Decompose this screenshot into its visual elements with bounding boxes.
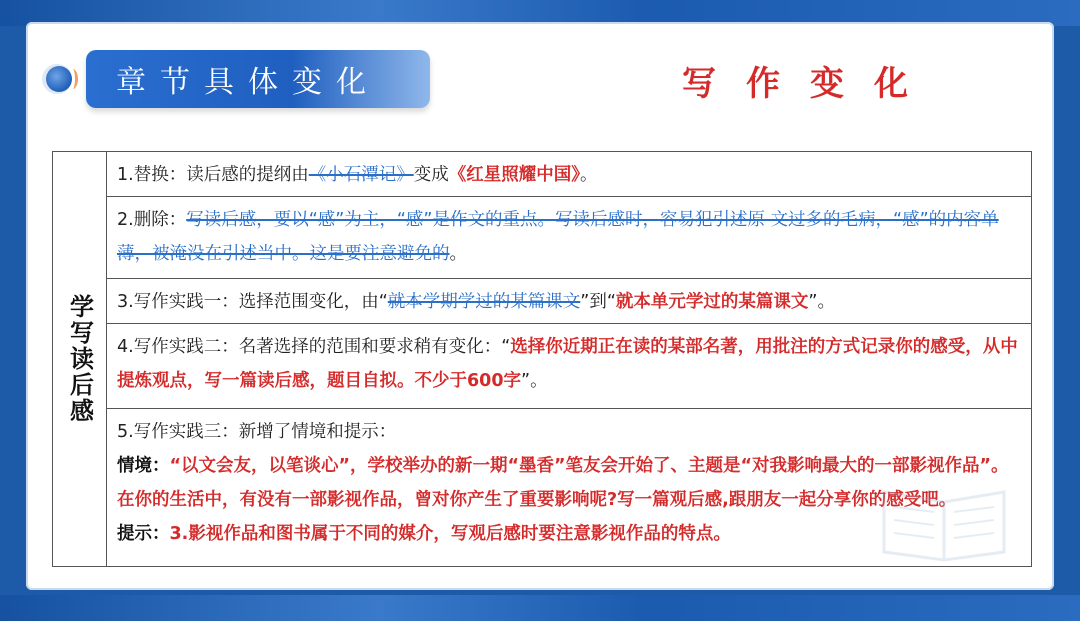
row1-mid: 变成	[413, 165, 449, 185]
tip-label: 提示：	[117, 524, 170, 544]
row2-deleted-text: 写读后感，要以“感”为主，“感”是作文的重点。写读后感时，容易犯引述原 文过多的毛病，“感”的内容单薄，被淹没在引述当中。这是要注意避免的	[117, 210, 999, 264]
situation-text: “以文会友，以笔谈心”，学校举办的新一期“墨香”笔友会开始了、主题是“对我影响最大的一部影视作品”。在你的生活中，有没有一部影视作品，曾对你产生了重要影响呢?写一篇观后感,跟朋友一起分享你的感受吧。	[117, 456, 1009, 510]
row3-suffix: ”。	[808, 292, 835, 312]
row1-new-text: 《红星照耀中国》	[448, 165, 580, 185]
row3-mid: ”到“	[580, 292, 616, 312]
side-label: 学写读后感	[53, 152, 107, 566]
situation-label: 情境：	[117, 456, 170, 476]
table-row	[107, 324, 1031, 409]
row4-prefix: 4.写作实践二：名著选择的范围和要求稍有变化：“	[117, 337, 511, 357]
row1-old-text: 《小石潭记》	[308, 165, 414, 185]
open-book-icon	[874, 472, 1014, 562]
row3-old-text: 就本学期学过的某篇课文	[387, 292, 581, 312]
title-banner	[86, 50, 430, 108]
row1-suffix: 。	[579, 165, 598, 185]
row4-suffix: ”。	[521, 371, 548, 391]
row2-suffix: 。	[449, 244, 467, 264]
row1-prefix: 1.替换：读后感的提纲由	[117, 165, 309, 185]
circle-bullet-icon	[46, 66, 72, 92]
slide-panel	[26, 22, 1054, 590]
row5-line1: 5.写作实践三：新增了情境和提示：	[117, 422, 397, 442]
row3-new-text: 就本单元学过的某篇课文	[615, 292, 809, 312]
frame-bottom-stripe	[0, 595, 1080, 621]
table-row	[107, 197, 1031, 279]
row4-new-text: 选择你近期正在读的某部名著，用批注的方式记录你的感受，从中提炼观点，写一篇读后感，题目自拟。不少于600字	[117, 337, 1018, 391]
table-row	[107, 152, 1031, 197]
row3-prefix: 3.写作实践一：选择范围变化，由“	[117, 292, 388, 312]
banner-title: 章节具体变化	[116, 65, 380, 100]
tip-text: 3.影视作品和图书属于不同的媒介，写观后感时要注意影视作品的特点。	[169, 524, 731, 544]
row2-prefix: 2.删除：	[117, 210, 187, 230]
table-row	[107, 279, 1031, 324]
section-subtitle: 写作变化	[682, 64, 938, 104]
